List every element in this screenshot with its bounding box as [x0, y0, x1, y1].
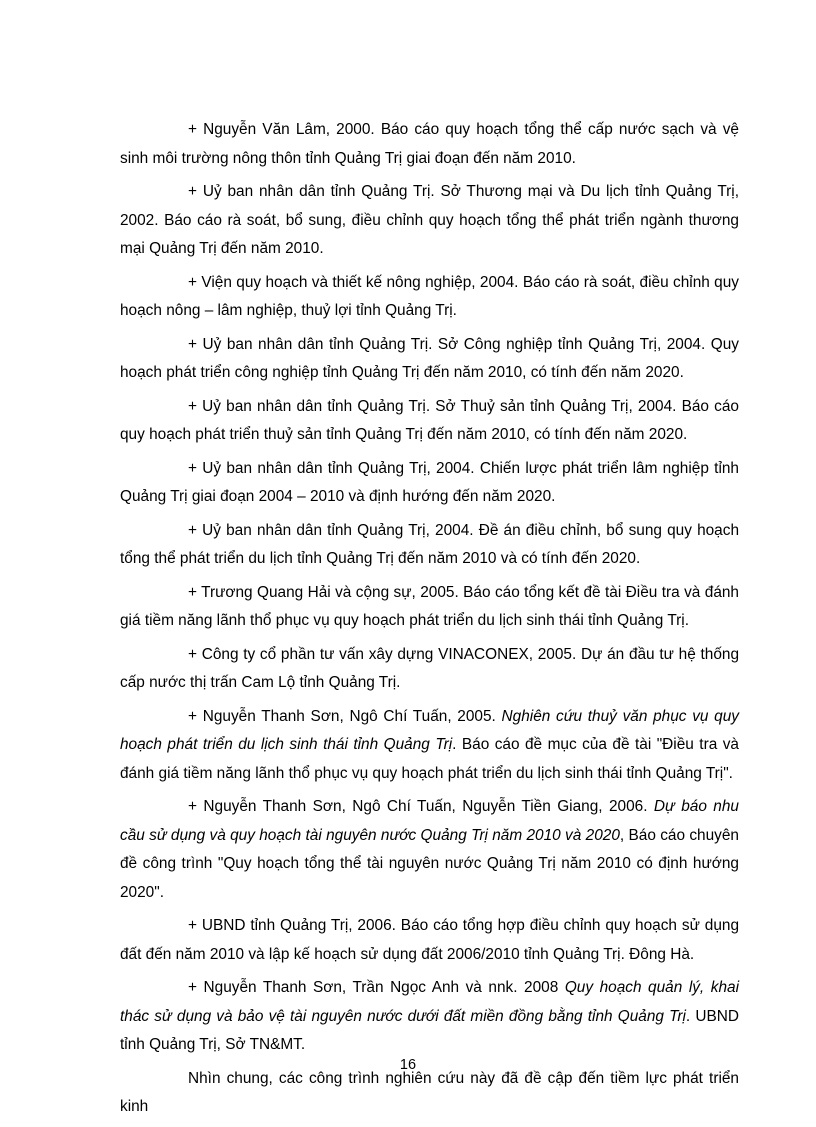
reference-text: + Nguyễn Thanh Sơn, Ngô Chí Tuấn, 2005. [188, 707, 502, 725]
reference-text: . Báo cáo đề mục của đề tài "Điều tra và đánh giá tiềm năng lãnh thổ phục vụ quy hoạch phát triển du lịch sinh thái tỉnh Quảng Trị". [120, 736, 739, 782]
reference-title-italic: Quy hoạch quản lý, khai thác sử dụng và bảo vệ tài nguyên nước dưới đất miền đồng bằng tỉnh Quảng Trị [120, 979, 739, 1025]
reference-text: + Nguyễn Thanh Sơn, Trần Ngọc Anh và nnk. 2008 [188, 979, 565, 996]
reference-text: + Nguyễn Thanh Sơn, Ngô Chí Tuấn, Nguyễn Tiền Giang, 2006. [188, 798, 654, 815]
reference-item [120, 974, 739, 1060]
reference-text: , Báo cáo chuyên đề công trình "Quy hoạch tổng thể tài nguyên nước Quảng Trị năm 2010 có định hướng 2020". [120, 826, 739, 901]
reference-title-italic: Dự báo nhu cầu sử dụng và quy hoạch tài nguyên nước Quảng Trị năm 2010 và 2020 [120, 798, 739, 844]
reference-text: + Trương Quang Hải và cộng sự, 2005. Báo cáo tổng kết đề tài Điều tra và đánh giá tiềm năng lãnh thổ phục vụ quy hoạch phát triển du lịch sinh thái tỉnh Quảng Trị. [120, 583, 739, 629]
reference-item [120, 793, 739, 907]
reference-item [120, 703, 739, 789]
reference-text: + Uỷ ban nhân dân tỉnh Quảng Trị. Sở Công nghiệp tỉnh Quảng Trị, 2004. Quy hoạch phát triển công nghiệp tỉnh Quảng Trị đến năm 2010, có tính đến năm 2020. [120, 335, 739, 381]
reference-text: + Công ty cổ phần tư vấn xây dựng VINACONEX, 2005. Dự án đầu tư hệ thống cấp nước thị trấn Cam Lộ tỉnh Quảng Trị. [120, 645, 739, 691]
reference-item [120, 393, 739, 450]
reference-item [120, 912, 739, 969]
reference-text: . UBND tỉnh Quảng Trị, Sở TN&MT. [120, 1007, 739, 1053]
reference-text: + UBND tỉnh Quảng Trị, 2006. Báo cáo tổng hợp điều chỉnh quy hoạch sử dụng đất đến năm 2010 và lập kế hoạch sử dụng đất 2006/2010 tỉnh Quảng Trị. Đông Hà. [120, 917, 739, 963]
reference-item [120, 331, 739, 388]
reference-title-italic: Nghiên cứu thuỷ văn phục vụ quy hoạch phát triển du lịch sinh thái tỉnh Quảng Trị [120, 707, 739, 753]
reference-item [120, 517, 739, 574]
closing-paragraph: Nhìn chung, các công trình nghiên cứu này đã đề cập đến tiềm lực phát triển kinh [120, 1069, 739, 1115]
reference-text: + Nguyễn Văn Lâm, 2000. Báo cáo quy hoạch tổng thể cấp nước sạch và vệ sinh môi trường nông thôn tỉnh Quảng Trị giai đoạn đến năm 2010. [120, 121, 739, 167]
reference-text: + Uỷ ban nhân dân tỉnh Quảng Trị, 2004. Đề án điều chỉnh, bổ sung quy hoạch tổng thể phát triển du lịch tỉnh Quảng Trị đến năm 2010 và có tính đến 2020. [120, 521, 739, 567]
reference-text: + Uỷ ban nhân dân tỉnh Quảng Trị. Sở Thuỷ sản tỉnh Quảng Trị, 2004. Báo cáo quy hoạch phát triển thuỷ sản tỉnh Quảng Trị đến năm 2010, có tính đến năm 2020. [120, 397, 739, 443]
reference-item [120, 116, 739, 173]
reference-text: + Uỷ ban nhân dân tỉnh Quảng Trị, 2004. Chiến lược phát triển lâm nghiệp tỉnh Quảng Trị giai đoạn 2004 – 2010 và định hướng đến năm 2020. [120, 459, 739, 505]
reference-item [120, 455, 739, 512]
reference-text: + Viện quy hoạch và thiết kế nông nghiệp, 2004. Báo cáo rà soát, điều chỉnh quy hoạch nông – lâm nghiệp, thuỷ lợi tỉnh Quảng Trị. [120, 273, 739, 319]
reference-item [120, 178, 739, 264]
reference-item [120, 269, 739, 326]
reference-text: + Uỷ ban nhân dân tỉnh Quảng Trị. Sở Thương mại và Du lịch tỉnh Quảng Trị, 2002. Báo cáo rà soát, bổ sung, điều chỉnh quy hoạch tổng thể phát triển ngành thương mại Quảng Trị đến năm 2010. [120, 183, 739, 257]
page-number: 16 [399, 1057, 417, 1073]
reference-item [120, 641, 739, 698]
reference-list [120, 116, 739, 1127]
reference-item [120, 579, 739, 636]
